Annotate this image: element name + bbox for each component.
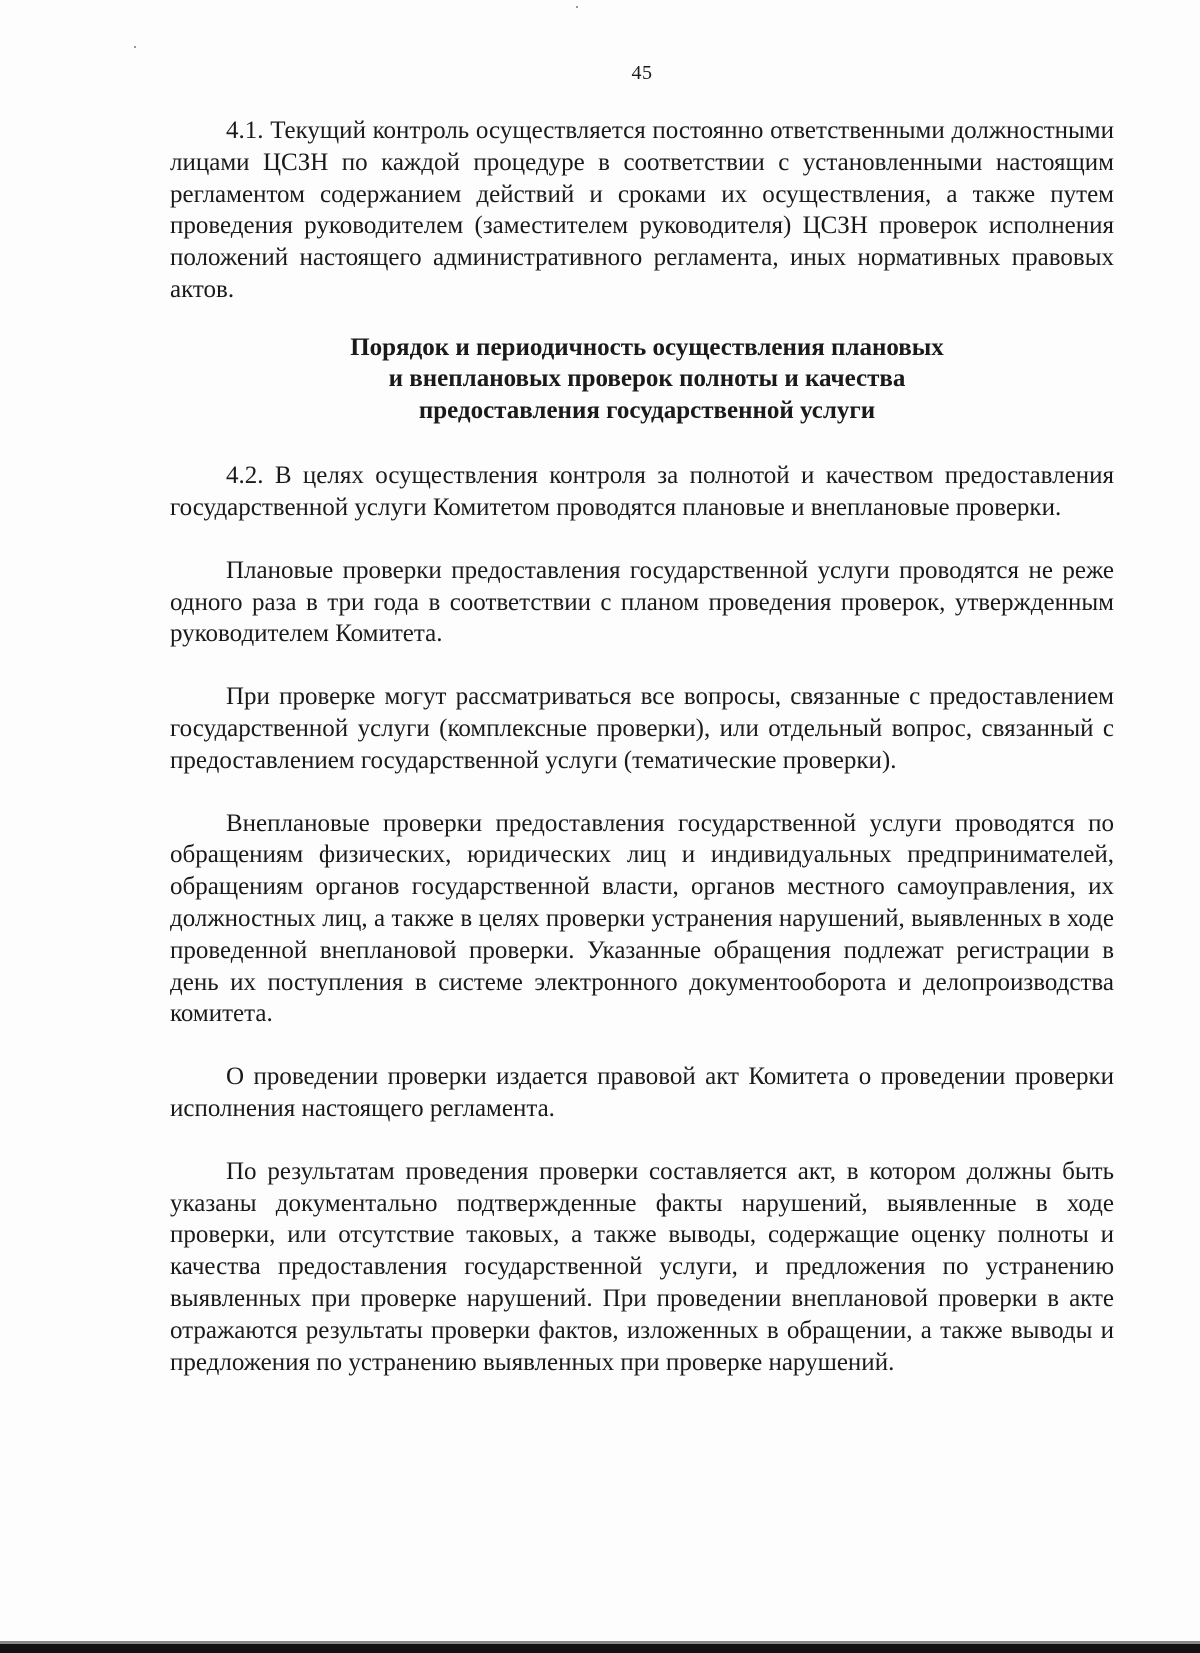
paragraph-4-2: 4.2. В целях осуществления контроля за полнотой и качеством предоставления государственной услуги Комитетом проводятся плановые и внеплановые проверки. — [170, 462, 1114, 522]
paragraph-check-scope: При проверке могут рассматриваться все вопросы, связанные с предоставлением государственной услуги (комплексные проверки), или отдельный вопрос, связанный с предоставлением государственной услуги (тематические проверки). — [170, 683, 1114, 774]
page-number: 45 — [631, 62, 653, 84]
paragraph-planned-checks: Плановые проверки предоставления государственной услуги проводятся не реже одного раза в три года в соответствии с планом проведения проверок, утвержденным руководителем Комитета. — [170, 556, 1114, 648]
paragraph-legal-act: О проведении проверки издается правовой акт Комитета о проведении проверки исполнения настоящего регламента. — [170, 1063, 1114, 1123]
scan-bottom-edge-highlight — [0, 1641, 1200, 1644]
heading-line-1: Порядок и периодичность осуществления плановых — [350, 333, 944, 361]
heading-line-3: предоставления государственной услуги — [418, 396, 876, 424]
paragraph-unplanned-checks: Внеплановые проверки предоставления государственной услуги проводятся по обращениям физических, юридических лиц и индивидуальных предпринимателей, обращениям органов государственной власти, органов местного самоуправления, их должностных лиц, а также в целях проверки устранения нарушений, выявленных в ходе проведенной внеплановой проверки. Указанные обращения подлежат регистрации в день их поступления в системе электронного документооборота и делопроизводства комитета. — [170, 809, 1114, 1028]
paragraph-check-results: По результатам проведения проверки составляется акт, в котором должны быть указаны документально подтвержденные факты нарушений, выявленные в ходе проверки, или отсутствие таковых, а также выводы, содержащие оценку полноты и качества предоставления государственной услуги, и предложения по устранению выявленных при проверке нарушений. При проведении внеплановой проверки в акте отражаются результаты проверки фактов, изложенных в обращении, а также выводы и предложения по устранению выявленных при проверке нарушений. — [170, 1157, 1114, 1376]
paragraph-4-1: 4.1. Текущий контроль осуществляется постоянно ответственными должностными лицами ЦСЗН по каждой процедуре в соответствии с установленными настоящим регламентом содержанием действий и сроками их осуществления, а также путем проведения руководителем (заместителем руководителя) ЦСЗН проверок исполнения положений настоящего административного регламента, иных нормативных правовых актов. — [170, 117, 1114, 303]
heading-line-2: и внеплановых проверок полноты и качества — [388, 365, 906, 393]
scan-speck — [134, 46, 136, 48]
document-body — [170, 115, 1114, 1409]
section-heading — [170, 332, 1114, 427]
scan-speck — [576, 6, 578, 8]
